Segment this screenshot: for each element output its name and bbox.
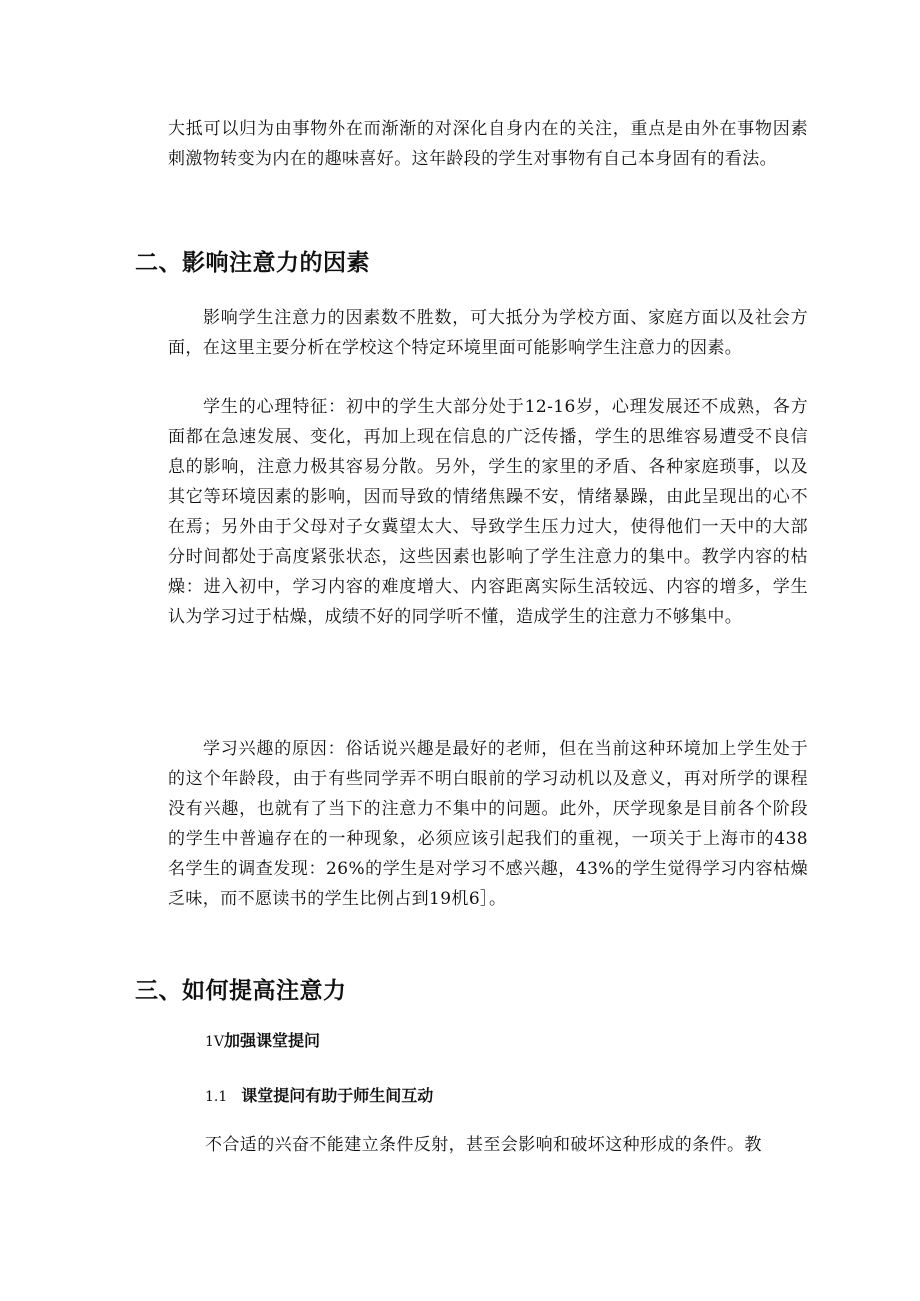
paragraph-psychological-traits: 学生的心理特征：初中的学生大部分处于12-16岁，心理发展还不成熟，各方面都在急速发展、变化，再加上现在信息的广泛传播，学生的思维容易遭受不良信息的影响，注意力极其容易分散。另外，学生的家里的矛盾、各种家庭琐事，以及其它等环境因素的影响，因而导致的情绪焦躁不安，情绪暴躁，由此呈现出的心不在焉；另外由于父母对子女冀望太大、导致学生压力过大，使得他们一天中的大部分时间都处于高度紧张状态，这些因素也影响了学生注意力的集中。教学内容的枯燥：进入初中，学习内容的难度增大、内容距离实际生活较远、内容的增多，学生认为学习过于枯燥，成绩不好的同学听不懂，造成学生的注意力不够集中。: [168, 397, 808, 627]
paragraph-conditioned-reflex: 不合适的兴奋不能建立条件反射，甚至会影响和破坏这种形成的条件。教: [205, 1135, 762, 1155]
paragraph-learning-interest: 学习兴趣的原因：俗话说兴趣是最好的老师，但在当前这种环境加上学生处于的这个年龄段，由于有些同学弄不明白眼前的学习动机以及意义，再对所学的课程没有兴趣，也就有了当下的注意力不集中的问题。此外，厌学现象是目前各个阶段的学生中普遍存在的一种现象，必须应该引起我们的重视，一项关于上海市的438名学生的调查发现：26%的学生是对学习不感兴趣，43%的学生觉得学习内容枯燥乏味，而不愿读书的学生比例占到19机6］。: [168, 739, 808, 909]
subheading-teacher-student-interaction: [205, 1083, 433, 1106]
section-heading-factors: 二、影响注意力的因素: [135, 250, 370, 276]
subheading-strengthen-questioning: [205, 1028, 320, 1051]
paragraph-attention-shift: 大抵可以归为由事物外在而渐渐的对深化自身内在的关注，重点是由外在事物因素刺激物转变为内在的趣味喜好。这年龄段的学生对事物有自己本身固有的看法。: [168, 119, 808, 169]
paragraph-factors-overview: 影响学生注意力的因素数不胜数，可大抵分为学校方面、家庭方面以及社会方面，在这里主要分析在学校这个特定环境里面可能影响学生注意力的因素。: [168, 308, 808, 358]
subheading-label: 加强课堂提问: [224, 1031, 321, 1050]
subheading-number: 1V: [205, 1034, 225, 1050]
subheading-number: 1.1: [205, 1089, 228, 1105]
subheading-label: 课堂提问有助于师生间互动: [241, 1086, 434, 1105]
section-heading-improve: 三、如何提高注意力: [135, 978, 347, 1004]
